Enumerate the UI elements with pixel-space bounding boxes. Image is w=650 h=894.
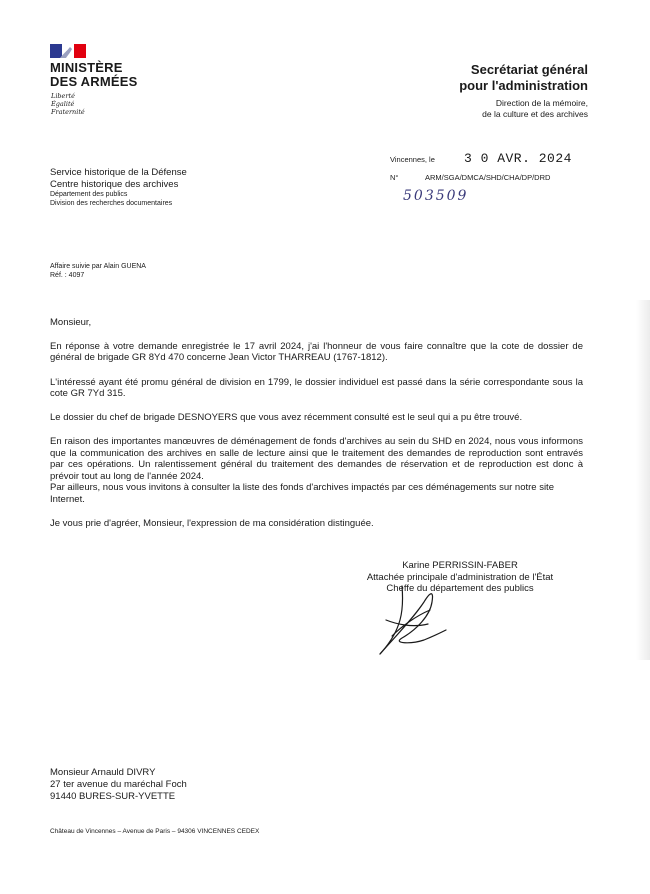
marianne-flag-icon xyxy=(50,44,86,58)
closing: Je vous prie d'agréer, Monsieur, l'expression de ma considération distinguée. xyxy=(50,518,374,529)
signer-name: Karine PERRISSIN-FABER xyxy=(402,560,518,571)
handwritten-number: 503509 xyxy=(403,188,469,204)
ministry-line2: DES ARMÉES xyxy=(50,74,138,89)
recipient-address xyxy=(50,767,187,803)
republic-motto xyxy=(51,92,85,116)
recipient-city: 91440 BURES-SUR-YVETTE xyxy=(50,791,176,802)
service-line2: Centre historique des archives xyxy=(50,178,179,190)
secretariat-line2: pour l'administration xyxy=(459,78,588,93)
direction-line2: de la culture et des archives xyxy=(482,109,588,119)
date-stamp: 3 0 AVR. 2024 xyxy=(464,151,572,166)
reference-number-value: ARM/SGA/DMCA/SHD/CHA/DP/DRD xyxy=(425,173,551,182)
secretariat-line1: Secrétariat général xyxy=(470,62,588,77)
place-label: Vincennes, le xyxy=(390,155,435,164)
paragraph-2: L'intéressé ayant été promu général de division en 1799, le dossier individuel est passé dans la série correspondante sous la cote GR 7Yd 315. xyxy=(50,376,583,399)
page-edge-shadow xyxy=(636,300,650,660)
direction-line1: Direction de la mémoire, xyxy=(495,98,588,108)
paragraph-5: Par ailleurs, nous vous invitons à consulter la liste des fonds d'archives impactés par ces déménagements sur notre site Internet. xyxy=(50,482,554,505)
motto-egalite: Égalité xyxy=(51,100,75,108)
paragraph-4: En raison des importantes manœuvres de déménagement de fonds d'archives au sein du SHD en 2024, nous vous informons que la communication des archives en salle de lecture ainsi que le traitement des demandes de reproduction sont entravés par ces opérations. Un ralentissement général du traitement des demandes de réservation et de reproduction est donc à prévoir tout au long de l'année 2024. xyxy=(50,436,583,482)
signer-block xyxy=(330,560,590,595)
paragraph-3: Le dossier du chef de brigade DESNOYERS que vous avez récemment consulté est le seul qui a pu être trouvé. xyxy=(50,411,523,423)
service-line1: Service historique de la Défense xyxy=(50,167,187,178)
signer-title-2: Cheffe du département des publics xyxy=(386,583,534,594)
case-reference: Réf. : 4097 xyxy=(50,272,85,279)
paragraph-1: En réponse à votre demande enregistrée le 17 avril 2024, j'ai l'honneur de vous faire connaître que la cote de dossier de général de brigade GR 8Yd 470 concerne Jean Victor THARREAU (1767-1812). xyxy=(50,340,583,363)
signer-title-1: Attachée principale d'administration de l'État xyxy=(366,571,554,583)
motto-liberte: Liberté xyxy=(51,92,75,100)
recipient-street: 27 ter avenue du maréchal Foch xyxy=(50,779,187,790)
service-block xyxy=(50,167,187,208)
ministry-line1: MINISTÈRE xyxy=(50,60,123,75)
service-line4: Division des recherches documentaires xyxy=(50,200,173,207)
letter-body xyxy=(50,317,583,530)
secretariat-header xyxy=(459,62,588,94)
reference-number-label: N° xyxy=(390,173,399,182)
recipient-name: Monsieur Arnauld DIVRY xyxy=(50,767,156,778)
salutation: Monsieur, xyxy=(50,317,92,328)
motto-fraternite: Fraternité xyxy=(51,108,85,116)
handwritten-signature xyxy=(372,580,452,665)
footer-address: Château de Vincennes – Avenue de Paris – 94306 VINCENNES CEDEX xyxy=(50,828,260,835)
ministry-name xyxy=(50,61,137,89)
service-line3: Département des publics xyxy=(50,191,128,198)
direction-header xyxy=(482,98,588,120)
case-info xyxy=(50,262,146,280)
case-handler: Affaire suivie par Alain GUENA xyxy=(50,263,146,270)
